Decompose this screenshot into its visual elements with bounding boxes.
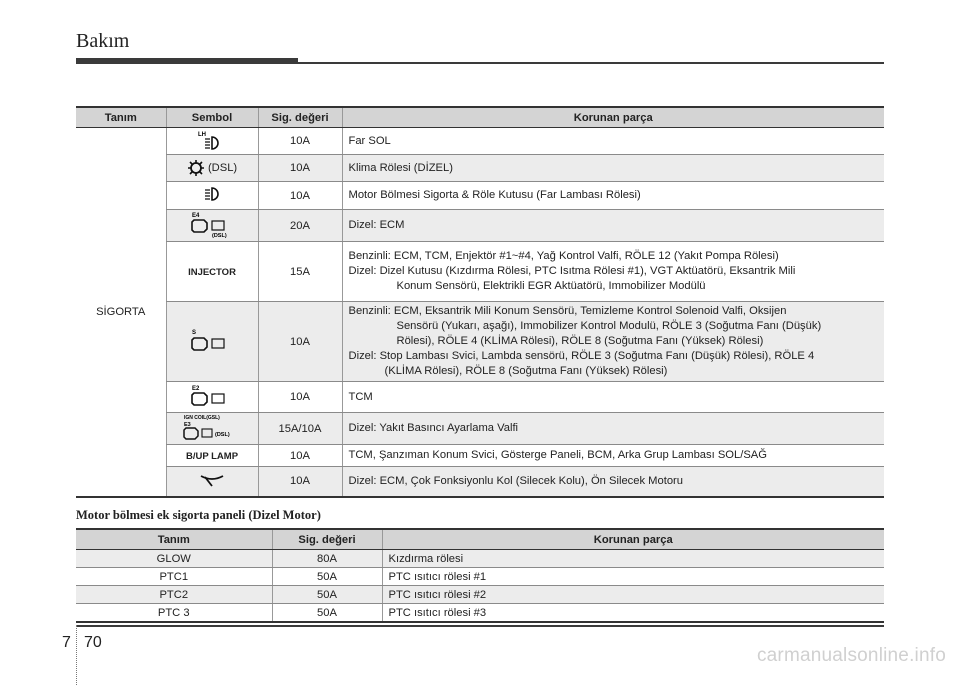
fuse-name: PTC1	[76, 568, 272, 586]
col-korunan-parca: Korunan parça	[382, 529, 884, 550]
protected-part: PTC ısıtıcı rölesi #2	[382, 586, 884, 604]
fuse-value: 10A	[258, 302, 342, 382]
fuse-name: GLOW	[76, 550, 272, 568]
footer-rule	[76, 625, 884, 627]
fuse-table	[76, 106, 884, 498]
svg-text:(DSL): (DSL)	[215, 432, 230, 438]
table-row	[76, 445, 884, 467]
protected-part: PTC ısıtıcı rölesi #3	[382, 604, 884, 623]
protected-part: TCM	[342, 382, 884, 413]
table-row	[76, 413, 884, 445]
protected-part: TCM, Şanzıman Konum Svici, Gösterge Paneli, BCM, Arka Grup Lambası SOL/SAĞ	[342, 445, 884, 467]
fuse-value: 50A	[272, 586, 382, 604]
section-title: Motor bölmesi ek sigorta paneli (Dizel Motor)	[76, 508, 321, 522]
fuse-value: 15A	[258, 242, 342, 302]
protected-part: Dizel: ECM	[342, 210, 884, 242]
protected-part: Far SOL	[342, 128, 884, 155]
svg-text:LH: LH	[198, 131, 206, 138]
protected-part: Motor Bölmesi Sigorta & Röle Kutusu (Far Lambası Rölesi)	[342, 182, 884, 210]
fuse-value: 10A	[258, 382, 342, 413]
symbol-cell	[166, 210, 258, 242]
fuse-value: 80A	[272, 550, 382, 568]
headlamp-lh-icon	[192, 129, 232, 151]
table-row	[76, 210, 884, 242]
table-row	[76, 586, 884, 604]
symbol-cell	[166, 302, 258, 382]
fuse-value: 20A	[258, 210, 342, 242]
col-tanim: Tanım	[76, 107, 166, 128]
table-row	[76, 568, 884, 586]
table-row	[76, 550, 884, 568]
headlamp-icon	[192, 185, 232, 203]
symbol-cell: (DSL)	[166, 155, 258, 182]
table-row	[76, 302, 884, 382]
table-row	[76, 155, 884, 182]
fuse-value: 10A	[258, 155, 342, 182]
svg-text:(DSL): (DSL)	[212, 233, 227, 238]
col-korunan-parca: Korunan parça	[342, 107, 884, 128]
svg-text:S: S	[192, 330, 197, 336]
fuse-value: 50A	[272, 568, 382, 586]
engine-ecu-e3-ign-coil-icon	[182, 413, 242, 441]
fuse-value: 10A	[258, 128, 342, 155]
col-sig-degeri: Sig. değeri	[272, 529, 382, 550]
ac-compressor-icon	[187, 159, 205, 177]
title-rule-thick	[76, 58, 298, 64]
table-row	[76, 128, 884, 155]
backup-lamp-label: B/UP LAMP	[185, 450, 239, 462]
page-number: 70	[84, 634, 102, 651]
symbol-cell	[166, 413, 258, 445]
symbol-cell	[166, 467, 258, 497]
chapter-number: 7	[62, 634, 71, 651]
table-row	[76, 467, 884, 497]
protected-part: Dizel: ECM, Çok Fonksiyonlu Kol (Silecek Kolu), Ön Silecek Motoru	[342, 467, 884, 497]
fuse-value: 15A/10A	[258, 413, 342, 445]
fuse-name: PTC 3	[76, 604, 272, 623]
engine-ecu-e2-icon	[186, 383, 238, 409]
title-rule-thin	[298, 62, 884, 64]
aux-fuse-table	[76, 528, 884, 623]
table-row	[76, 242, 884, 302]
wiper-icon	[197, 471, 227, 489]
col-sig-degeri: Sig. değeri	[258, 107, 342, 128]
symbol-cell	[166, 382, 258, 413]
symbol-cell	[166, 445, 258, 467]
fuse-value: 10A	[258, 467, 342, 497]
svg-text:E3: E3	[184, 422, 191, 428]
symbol-cell	[166, 182, 258, 210]
table-row	[76, 382, 884, 413]
fuse-name: PTC2	[76, 586, 272, 604]
fuse-table-header	[76, 107, 884, 128]
page-title: Bakım	[76, 30, 130, 52]
table-row	[76, 182, 884, 210]
protected-part: Kızdırma rölesi	[382, 550, 884, 568]
injector-label: INJECTOR	[188, 266, 236, 278]
protected-part: Dizel: Yakıt Basıncı Ayarlama Valfi	[342, 413, 884, 445]
col-sembol: Sembol	[166, 107, 258, 128]
engine-ecu-s-icon	[186, 327, 238, 353]
fuse-value: 10A	[258, 445, 342, 467]
protected-part: Benzinli: ECM, Eksantrik Mili Konum Sensörü, Temizleme Kontrol Solenoid Valfi, Oksijen Sensörü (Yukarı, aşağı), Immobilizer Kontrol Modulü, RÖLE 3 (Soğutma Fanı (Düşük) Rölesi), RÖLE 4 (KLİMA Rölesi), RÖLE 8 (Soğutma Fanı (Yüksek) Rölesi) Dizel: Stop Lambası Svici, Lambda sensörü, RÖLE 3 (Soğutma Fanı (Düşük) Rölesi), RÖLE 4 (KLİMA Rölesi), RÖLE 8 (Soğutma Fanı (Yüksek) Rölesi)	[342, 302, 884, 382]
svg-text:E4: E4	[192, 213, 200, 219]
engine-ecu-e4-dsl-icon	[186, 210, 238, 238]
table-row	[76, 604, 884, 623]
col-tanim: Tanım	[76, 529, 272, 550]
svg-text:E2: E2	[192, 385, 200, 392]
fuse-value: 50A	[272, 604, 382, 623]
protected-part: Klima Rölesi (DİZEL)	[342, 155, 884, 182]
symbol-cell	[166, 128, 258, 155]
fuse-value: 10A	[258, 182, 342, 210]
protected-part: Benzinli: ECM, TCM, Enjektör #1~#4, Yağ Kontrol Valfi, RÖLE 12 (Yakıt Pompa Rölesi) Dizel: Dizel Kutusu (Kızdırma Rölesi, PTC Isıtma Rölesi #1), VGT Aktüatörü, Eksantrik Mili Konum Sensörü, Elektrikli EGR Aktüatörü, Immobilizer Modülü	[342, 242, 884, 302]
watermark: carmanualsonline.info	[756, 645, 946, 666]
symbol-cell	[166, 242, 258, 302]
aux-table-header	[76, 529, 884, 550]
group-label: SİGORTA	[76, 128, 166, 497]
footer-divider	[76, 625, 77, 685]
protected-part: PTC ısıtıcı rölesi #1	[382, 568, 884, 586]
svg-text:IGN COIL(GSL): IGN COIL(GSL)	[184, 415, 220, 421]
